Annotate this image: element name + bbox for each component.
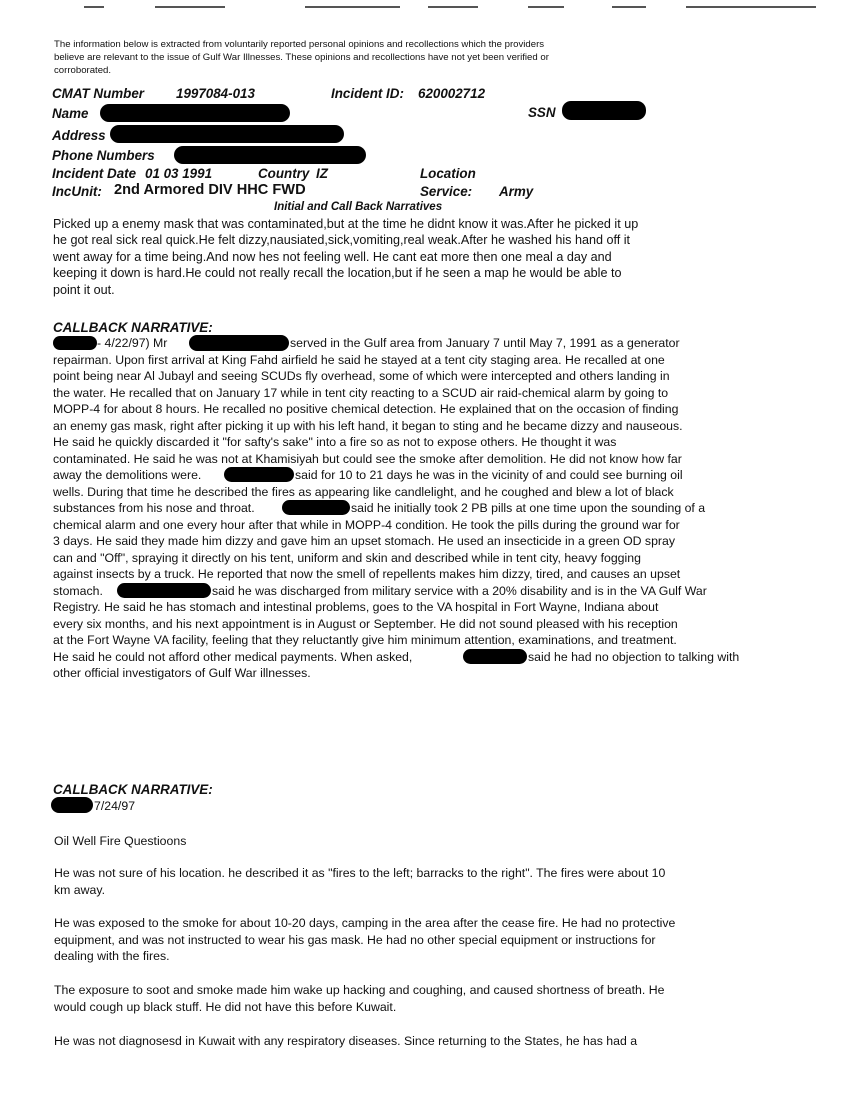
text-line: - 4/22/97) Mr served in the Gulf area from January 7 until May 7, 1991 as a generator xyxy=(53,335,823,352)
text-line: The exposure to soot and smoke made him wake up hacking and coughing, and caused shortness of breath. He xyxy=(54,983,665,997)
paragraph xyxy=(54,915,824,965)
text-line: point it out. xyxy=(53,282,115,297)
incident-date-value: 01 03 1991 xyxy=(145,166,213,181)
country-label: Country xyxy=(258,166,310,181)
text-line: at the Fort Wayne VA facility, feeling that they reluctantly give him minimum attention, examinations, and treatment. xyxy=(53,633,677,647)
redaction xyxy=(51,797,93,813)
disclaimer: The information below is extracted from voluntarily reported personal opinions and recollections which the providers believe are relevant to the issue of Gulf War Illnesses. These opinions and recollections have not yet been verified or corroborated. xyxy=(54,39,549,76)
scan-line xyxy=(305,6,400,8)
text-line: MOPP-4 for about 8 hours. He recalled no positive chemical detection. He explained that on the occasion of finding xyxy=(53,402,679,416)
service-label: Service: xyxy=(420,184,473,199)
text-line: every six months, and his next appointment is in August or September. He did not sound pleased with his reception xyxy=(53,616,678,631)
callback-title-2: CALLBACK NARRATIVE: xyxy=(53,782,213,797)
address-label: Address xyxy=(52,128,106,143)
text-line: equipment, and was not instructed to wear his gas mask. He had no other special equipment or instructions for xyxy=(54,932,656,947)
callback-date: 7/24/97 xyxy=(94,799,136,813)
country-value: IZ xyxy=(316,166,328,181)
redaction-address xyxy=(110,125,344,143)
scan-line xyxy=(612,6,646,8)
scan-line xyxy=(686,6,816,8)
redaction-ssn xyxy=(562,101,646,120)
text-line: contaminated. He said he was not at Khamisiyah but could see the smoke after demolition. He did not know how far xyxy=(53,451,682,466)
redaction xyxy=(117,583,211,598)
redaction-phone xyxy=(174,146,366,164)
text-line: would cough up black stuff. He did not have this before Kuwait. xyxy=(54,999,397,1014)
text-line: 3 days. He said they made him dizzy and gave him an upset stomach. He used an insecticide in a green OD spray xyxy=(53,534,676,548)
text-line: He said he could not afford other medical payments. When asked, said he had no objection to talking with xyxy=(53,649,740,664)
cmat-value: 1997084-013 xyxy=(176,86,255,101)
cmat-label: CMAT Number xyxy=(52,86,144,101)
text-line: wells. During that time he described the fires as appearing like candlelight, and he coughed and blew a lot of black xyxy=(53,484,674,499)
name-label: Name xyxy=(52,106,89,121)
redaction xyxy=(189,335,289,351)
phone-label: Phone Numbers xyxy=(52,148,155,163)
text-line: He said he quickly discarded it "for safty's sake" into a fire so as not to expose others. He thought it was xyxy=(53,435,617,449)
callback-title: CALLBACK NARRATIVE: xyxy=(53,320,213,335)
text-line: chemical alarm and one every hour after that while in MOPP-4 condition. He took the pills during the ground war for xyxy=(53,517,680,532)
ssn-label: SSN xyxy=(528,105,556,120)
initial-narratives-title: Initial and Call Back Narratives xyxy=(274,201,443,213)
paragraph xyxy=(54,865,824,898)
text-line: dealing with the fires. xyxy=(54,949,170,963)
incident-id-label: Incident ID: xyxy=(331,86,404,101)
paragraph xyxy=(54,1033,824,1050)
text-line: Picked up a enemy mask that was contaminated,but at the time he didnt know it was.After he picked it up xyxy=(53,217,639,231)
redaction xyxy=(53,336,97,350)
text-line: away the demolitions were. said for 10 to 21 days he was in the vicinity of and could see burning oil xyxy=(53,468,683,482)
text-line: km away. xyxy=(54,882,106,897)
text-line: he got real sick real quick.He felt dizzy,nausiated,sick,vomiting,real weak.After he washed his hand off it xyxy=(53,233,631,248)
text-line: He was exposed to the smoke for about 10-20 days, camping in the area after the cease fire. He had no protective xyxy=(54,916,676,930)
location-label: Location xyxy=(420,166,476,181)
text-line: went away for a time being.And now hes not feeling well. He cant eat more then one meal a day and xyxy=(53,249,612,264)
incident-date-label: Incident Date xyxy=(52,166,137,181)
redaction xyxy=(463,649,527,664)
incunit-value: 2nd Armored DIV HHC FWD xyxy=(114,182,306,198)
text-line: can and "Off", spraying it directly on his tent, uniform and skin and described while in tent city, heavy fogging xyxy=(53,550,641,565)
text-line: repairman. Upon first arrival at King Fahd airfield he said he stayed at a tent city staging area. He recalled at one xyxy=(53,352,665,367)
text-line: the water. He recalled that on January 17 while in tent city reacting to a SCUD air raid-chemical alarm by going to xyxy=(53,385,669,400)
text-line: He was not diagnosesd in Kuwait with any respiratory diseases. Since returning to the States, he has had a xyxy=(54,1034,638,1048)
scan-line xyxy=(428,6,478,8)
callback-narrative-1 xyxy=(53,335,823,682)
incident-id-value: 620002712 xyxy=(418,86,486,101)
text-line: point being near Al Jubayl and seeing SCUDs fly overhead, some of which were intercepted and others landing in xyxy=(53,369,670,383)
scan-line xyxy=(84,6,104,8)
text-line: keeping it down is hard.He could not really recall the location,but if he seen a map he would be able to xyxy=(53,266,622,281)
text-line: an enemy gas mask, right after picking it up with his left hand, it began to sting and he became dizzy and nauseous. xyxy=(53,418,683,433)
redaction-name xyxy=(100,104,290,122)
redaction xyxy=(224,467,294,482)
text-line: stomach. said he was discharged from military service with a 20% disability and is in the VA Gulf War xyxy=(53,583,707,598)
text-line: substances from his nose and throat. said he initially took 2 PB pills at one time upon the sounding of a xyxy=(53,501,706,515)
service-value: Army xyxy=(499,184,534,199)
scan-line xyxy=(155,6,225,8)
text-line: Registry. He said he has stomach and intestinal problems, goes to the VA hospital in Fort Wayne, Indiana about xyxy=(53,600,659,614)
initial-narrative xyxy=(53,216,813,298)
text-line: against insects by a truck. He reported that now the smell of repellents makes him dizzy, tired, and causes an upset xyxy=(53,567,681,581)
oil-well-subtitle: Oil Well Fire Questioons xyxy=(54,834,187,848)
text-line: other official investigators of Gulf War illnesses. xyxy=(53,666,311,680)
text-line: He was not sure of his location. he described it as "fires to the left; barracks to the right". The fires were about 10 xyxy=(54,866,666,880)
paragraph xyxy=(54,982,824,1015)
redaction xyxy=(282,500,350,515)
scan-line xyxy=(528,6,564,8)
incunit-label: IncUnit: xyxy=(52,184,102,199)
